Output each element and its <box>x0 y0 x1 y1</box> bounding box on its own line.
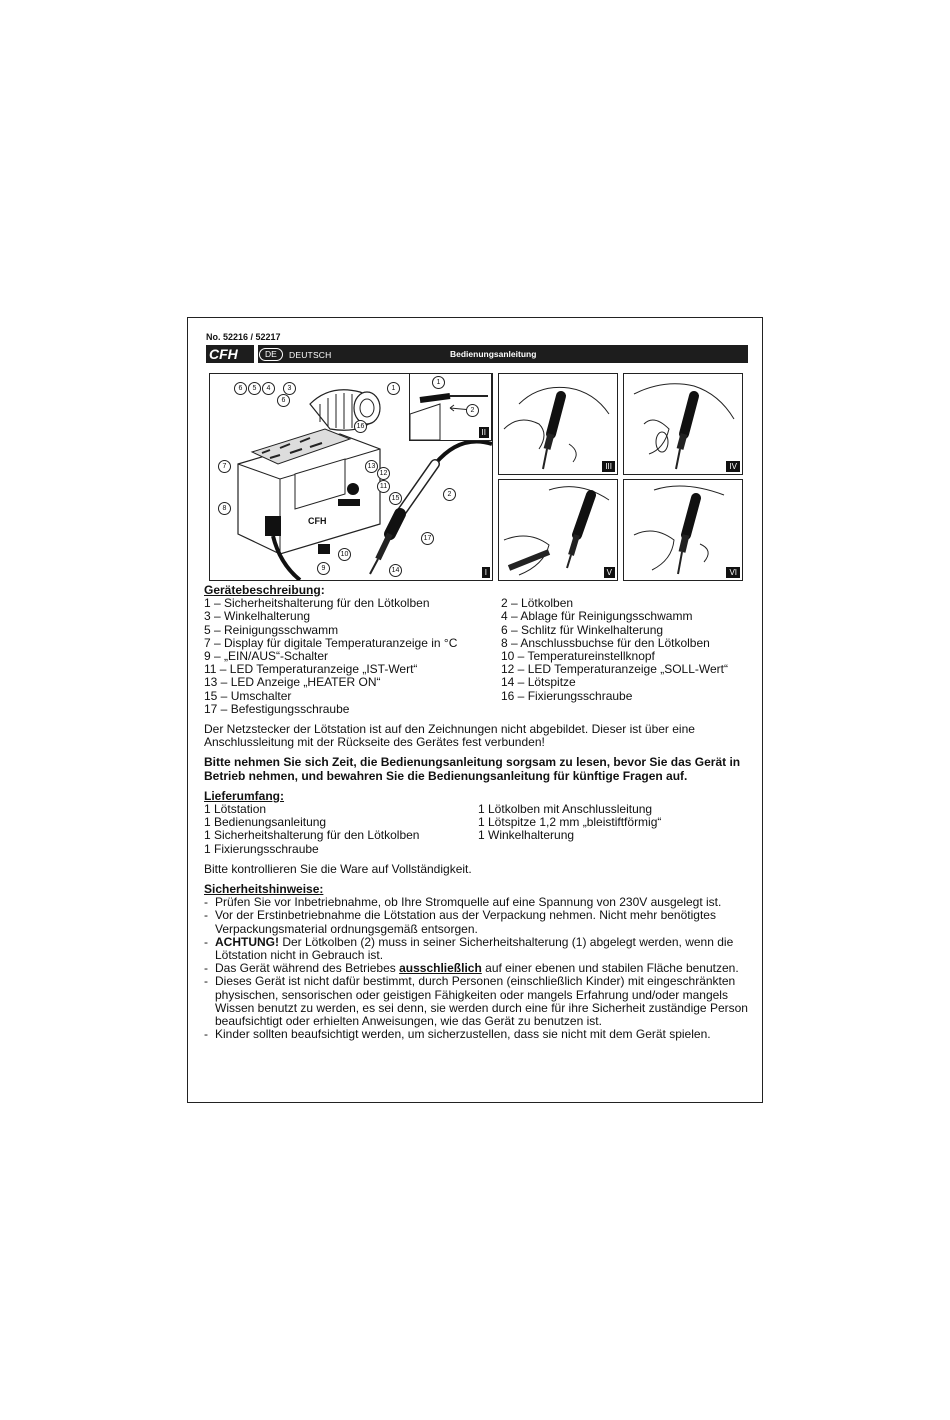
svg-text:CFH: CFH <box>209 346 238 362</box>
list-item: 17 – Befestigungsschraube <box>204 701 350 716</box>
completeness-check: Bitte kontrollieren Sie die Ware auf Vollständigkeit. <box>204 861 472 876</box>
item-text: Das Gerät während des Betriebes <box>215 961 400 976</box>
tip-change-illustration <box>499 374 617 474</box>
figure-label: V <box>604 567 615 578</box>
document-number: No. 52216 / 52217 <box>206 332 281 342</box>
list-item: 10 – Temperatureinstellknopf <box>501 649 655 664</box>
callout: 12 <box>377 467 390 480</box>
callout: 13 <box>365 460 378 473</box>
emphasis-text: ausschließlich <box>399 961 482 976</box>
list-item: 1 Lötspitze 1,2 mm „bleistiftförmig“ <box>478 815 662 830</box>
safety-heading-text: Sicherheitshinweise <box>204 882 320 897</box>
list-item: 15 – Umschalter <box>204 688 292 703</box>
callout: 5 <box>248 382 261 395</box>
svg-text:CFH: CFH <box>308 516 327 526</box>
figure-label: II <box>479 427 489 438</box>
callout: 9 <box>317 562 330 575</box>
callout: 2 <box>443 488 456 501</box>
figure-label: III <box>602 461 615 472</box>
tip-insert-illustration <box>499 480 617 580</box>
list-item <box>501 703 751 716</box>
description-heading-text: Gerätebeschreibung <box>204 583 321 597</box>
heading-colon: : <box>320 583 325 597</box>
delivery-list <box>204 803 752 856</box>
figure-v <box>498 479 618 581</box>
list-item: 1 Winkelhalterung <box>478 828 575 843</box>
heading-colon: : <box>280 788 285 803</box>
list-item: 2 – Lötkolben <box>501 596 574 611</box>
callout: 7 <box>218 460 231 473</box>
language-badge: DE <box>259 348 283 361</box>
callout: 4 <box>262 382 275 395</box>
callout: 15 <box>389 492 402 505</box>
list-item: 7 – Display für digitale Temperaturanzeige in °C <box>204 635 458 650</box>
figure-iii <box>498 373 618 475</box>
tip-removal-illustration <box>624 374 742 474</box>
warning-label: ACHTUNG! <box>215 934 279 949</box>
list-item: 5 – Reinigungsschwamm <box>204 622 339 637</box>
callout: 16 <box>354 420 367 433</box>
list-item: - Kinder sollten beaufsichtigt werden, um sicherzustellen, dass sie nicht mit dem Gerät spielen. <box>204 1028 752 1041</box>
list-item: 16 – Fixierungsschraube <box>501 688 633 703</box>
list-item: 1 Bedienungsanleitung <box>204 815 327 830</box>
callout: 14 <box>389 564 402 577</box>
list-item: 9 – „EIN/AUS“-Schalter <box>204 649 329 664</box>
list-item <box>204 936 752 962</box>
figure-label: I <box>482 567 490 578</box>
callout: 10 <box>338 548 351 561</box>
power-plug-note: Der Netzstecker der Lötstation ist auf den Zeichnungen nicht abgebildet. Dieser ist über eine Anschlussleitung mit der Rückseite des Gerätes fest verbunden! <box>204 722 695 750</box>
warning-text: Der Lötkolben (2) muss in seiner Sicherheitshalterung (1) abgelegt werden, wenn die Lötstation nicht in Gebrauch ist. <box>215 934 734 963</box>
callout: 8 <box>218 502 231 515</box>
cfh-logo <box>206 345 254 363</box>
figure-ii <box>409 373 492 441</box>
callout: 3 <box>283 382 296 395</box>
list-item: 3 – Winkelhalterung <box>204 609 311 624</box>
list-item: 4 – Ablage für Reinigungsschwamm <box>501 609 693 624</box>
read-manual-note: Bitte nehmen Sie sich Zeit, die Bedienungsanleitung sorgsam zu lesen, bevor Sie das Gerät in Betrieb nehmen, und bewahren Sie die Bedienungsanleitung für künftige Fragen auf. <box>204 755 741 783</box>
list-item: 1 – Sicherheitshalterung für den Lötkolben <box>204 596 430 611</box>
callout: 2 <box>466 404 479 417</box>
figure-iv <box>623 373 743 475</box>
list-item: 11 – LED Temperaturanzeige „IST-Wert“ <box>204 662 418 677</box>
callout: 6 <box>277 394 290 407</box>
callout: 6 <box>234 382 247 395</box>
list-item: 8 – Anschlussbuchse für den Lötkolben <box>501 635 710 650</box>
heading-colon: : <box>319 882 324 897</box>
tip-fasten-illustration <box>624 480 742 580</box>
list-item: 13 – LED Anzeige „HEATER ON“ <box>204 675 381 690</box>
callout: 17 <box>421 532 434 545</box>
list-item: 1 Sicherheitshalterung für den Lötkolben <box>204 828 420 843</box>
safety-list <box>204 896 752 1041</box>
callout: 1 <box>387 382 400 395</box>
list-item: 14 – Lötspitze <box>501 675 576 690</box>
callout: 1 <box>432 376 445 389</box>
figure-label: IV <box>726 461 740 472</box>
list-item: 6 – Schlitz für Winkelhalterung <box>501 622 664 637</box>
list-item <box>478 843 752 856</box>
list-item: 1 Lötstation <box>204 802 267 817</box>
document-title: Bedienungsanleitung <box>450 349 537 359</box>
list-item: 12 – LED Temperaturanzeige „SOLL-Wert“ <box>501 662 728 677</box>
list-item: 1 Lötkolben mit Anschlussleitung <box>478 802 653 817</box>
item-text: auf einer ebenen und stabilen Fläche benutzen. <box>481 961 739 976</box>
figure-label: VI <box>726 567 740 578</box>
callout: 11 <box>377 480 390 493</box>
manual-content <box>204 584 752 1042</box>
list-item: 1 Fixierungsschraube <box>204 841 319 856</box>
list-item: - Dieses Gerät ist nicht dafür bestimmt, durch Personen (einschließlich Kinder) mit eingeschränkten physischen, sensorischen oder geistigen Fähigkeiten oder mangels Erfahrung und/oder mangels Wissen benutzt zu werden, es sei denn, sie werden durch eine für ihre Sicherheit zuständige Person beaufsichtigt oder erhielten Anweisungen, wie das Gerät zu benutzen ist. <box>204 975 752 1028</box>
figure-vi <box>623 479 743 581</box>
manual-page <box>187 317 763 1103</box>
list-item: - Vor der Erstinbetriebnahme die Lötstation aus der Verpackung nehmen. Nicht mehr benötigtes Verpackungsmaterial ordnungsgemäß entsorgen. <box>204 909 752 935</box>
language-name: DEUTSCH <box>289 350 332 360</box>
title-bar <box>258 345 748 363</box>
delivery-heading-text: Lieferumfang <box>204 788 281 803</box>
parts-list <box>204 597 752 716</box>
list-item: - Prüfen Sie vor Inbetriebnahme, ob Ihre Stromquelle auf eine Spannung von 230V ausgelegt ist. <box>204 896 752 909</box>
